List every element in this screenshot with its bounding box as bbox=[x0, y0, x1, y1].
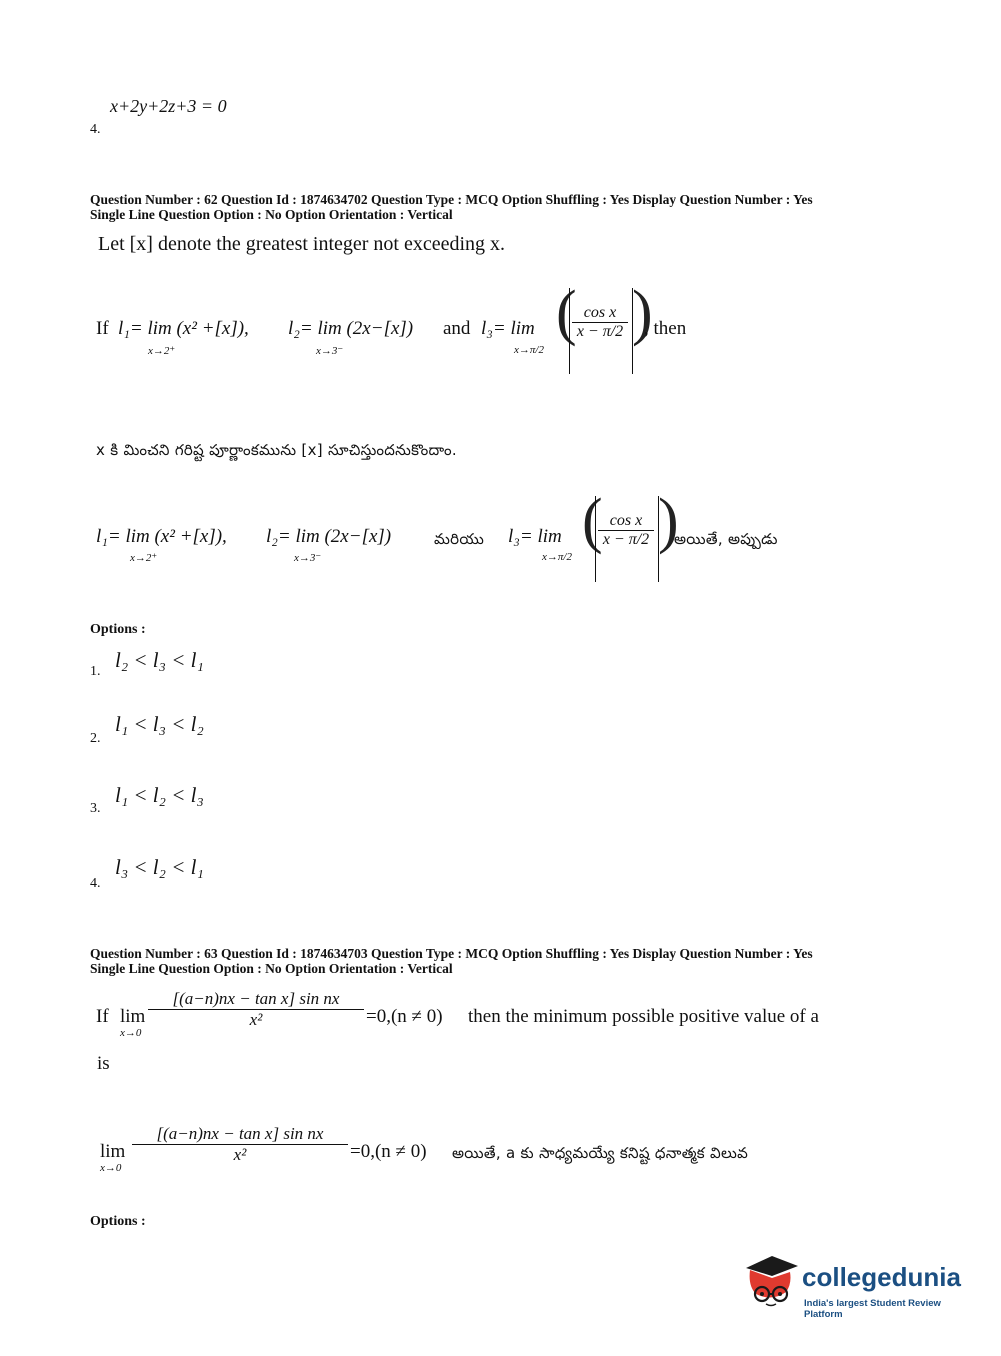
q63-te-lim: lim bbox=[100, 1141, 126, 1162]
q62-te-then: అయితే, అప్పుడు bbox=[674, 530, 778, 548]
q62-te-l2-sub: x→3⁻ bbox=[294, 552, 322, 564]
q63-options-label: Options : bbox=[90, 1214, 146, 1229]
q62-te-right-bracket: ) bbox=[658, 487, 679, 555]
q62-frac-num: cos x bbox=[572, 304, 628, 323]
q63-lim: lim bbox=[120, 1006, 146, 1027]
q62-option-2-number: 2. bbox=[90, 731, 101, 746]
q62-meta-line1: Question Number : 62 Question Id : 1874634702 Question Type : MCQ Option Shuffling : Yes Display Question Number : Yes bbox=[90, 192, 813, 207]
q63-if: If bbox=[96, 1006, 109, 1027]
q63-te-frac-num: [(a−n)nx − tan x] sin nx bbox=[132, 1124, 348, 1145]
q62-equation-te bbox=[96, 487, 816, 600]
q62-option-3-number: 3. bbox=[90, 801, 101, 816]
q62-option-1-expr: l₂ < l₃ < l₁ bbox=[115, 648, 204, 672]
mascot-icon bbox=[742, 1250, 800, 1310]
brand-tagline: India's largest Student Review Platform bbox=[804, 1298, 941, 1320]
q62-equation-en bbox=[96, 280, 796, 390]
q62-fraction bbox=[572, 304, 628, 341]
q62-te-l1-def: l₁= lim (x² +[x]), bbox=[96, 526, 227, 547]
q62-l2-def: l₂= lim (2x−[x]) bbox=[288, 318, 414, 339]
q62-frac-den: x − π/2 bbox=[576, 323, 624, 340]
q62-te-l1-sub: x→2⁺ bbox=[130, 552, 158, 564]
q62-if: If bbox=[96, 318, 109, 339]
q62-l2-sub: x→3⁻ bbox=[316, 345, 344, 357]
q63-equation-te bbox=[100, 1120, 880, 1180]
q63-te-cond: =0,(n ≠ 0) bbox=[350, 1141, 427, 1162]
q62-te-l2-def: l₂= lim (2x−[x]) bbox=[266, 526, 392, 547]
q62-te-fraction bbox=[598, 512, 654, 549]
q62-l1-sub: x→2⁺ bbox=[148, 345, 176, 357]
q62-option-4-expr: l₃ < l₂ < l₁ bbox=[115, 855, 204, 879]
q62-te-left-bracket: ( bbox=[582, 487, 603, 555]
q62-te-l3-sub: x→π/2 bbox=[542, 551, 572, 563]
q63-tail: then the minimum possible positive value of a bbox=[468, 1006, 819, 1027]
q62-option-4-number: 4. bbox=[90, 876, 101, 891]
q63-cond: =0,(n ≠ 0) bbox=[366, 1006, 443, 1027]
q62-then: , then bbox=[644, 318, 687, 339]
q63-fraction bbox=[148, 989, 364, 1030]
q62-meta-line2: Single Line Question Option : No Option Orientation : Vertical bbox=[90, 207, 453, 222]
q63-is: is bbox=[97, 1053, 110, 1074]
prev-option-number: 4. bbox=[90, 122, 101, 137]
collegedunia-watermark bbox=[742, 1250, 972, 1320]
q62-l3-def: l₃= lim bbox=[481, 318, 535, 339]
q63-meta-line1: Question Number : 63 Question Id : 1874634703 Question Type : MCQ Option Shuffling : Yes Display Question Number : Yes bbox=[90, 946, 813, 961]
q63-lim-sub: x→0 bbox=[120, 1027, 142, 1039]
q62-l1-def: l₁= lim (x² +[x]), bbox=[118, 318, 249, 339]
q63-equation-en bbox=[96, 985, 896, 1045]
q62-te-l3-def: l₃= lim bbox=[508, 526, 562, 547]
q62-option-1-number: 1. bbox=[90, 664, 101, 679]
q63-frac-den: x² bbox=[249, 1010, 263, 1029]
q62-intro: Let [x] denote the greatest integer not exceeding x. bbox=[98, 233, 506, 255]
q62-option-2-expr: l₁ < l₃ < l₂ bbox=[115, 712, 204, 736]
prev-option-expr: x+2y+2z+3 = 0 bbox=[110, 96, 227, 116]
q62-options-label: Options : bbox=[90, 622, 146, 637]
q63-te-frac-den: x² bbox=[233, 1145, 247, 1164]
q62-te-frac-num: cos x bbox=[598, 512, 654, 531]
q63-te-lim-sub: x→0 bbox=[100, 1162, 122, 1174]
q63-meta-line2: Single Line Question Option : No Option Orientation : Vertical bbox=[90, 961, 453, 976]
q62-te-frac-den: x − π/2 bbox=[602, 531, 650, 548]
q63-frac-num: [(a−n)nx − tan x] sin nx bbox=[148, 989, 364, 1010]
q62-right-bracket: ) bbox=[632, 279, 653, 347]
q63-te-fraction bbox=[132, 1124, 348, 1165]
q62-option-3-expr: l₁ < l₂ < l₃ bbox=[115, 783, 204, 807]
q63-te-tail: అయితే, a కు సాధ్యమయ్యే కనిష్ట ధనాత్మక విలువ bbox=[452, 1144, 749, 1162]
q62-l3-sub: x→π/2 bbox=[514, 344, 544, 356]
brand-name: collegedunia bbox=[802, 1262, 961, 1292]
q62-left-bracket: ( bbox=[556, 279, 577, 347]
q62-and: and bbox=[443, 318, 471, 339]
q62-te-and: మరియు bbox=[434, 530, 485, 548]
q62-telugu-intro: x కి మించని గరిష్ట పూర్ణాంకమును [x] సూచిస్తుందనుకొందాం. bbox=[96, 441, 457, 459]
